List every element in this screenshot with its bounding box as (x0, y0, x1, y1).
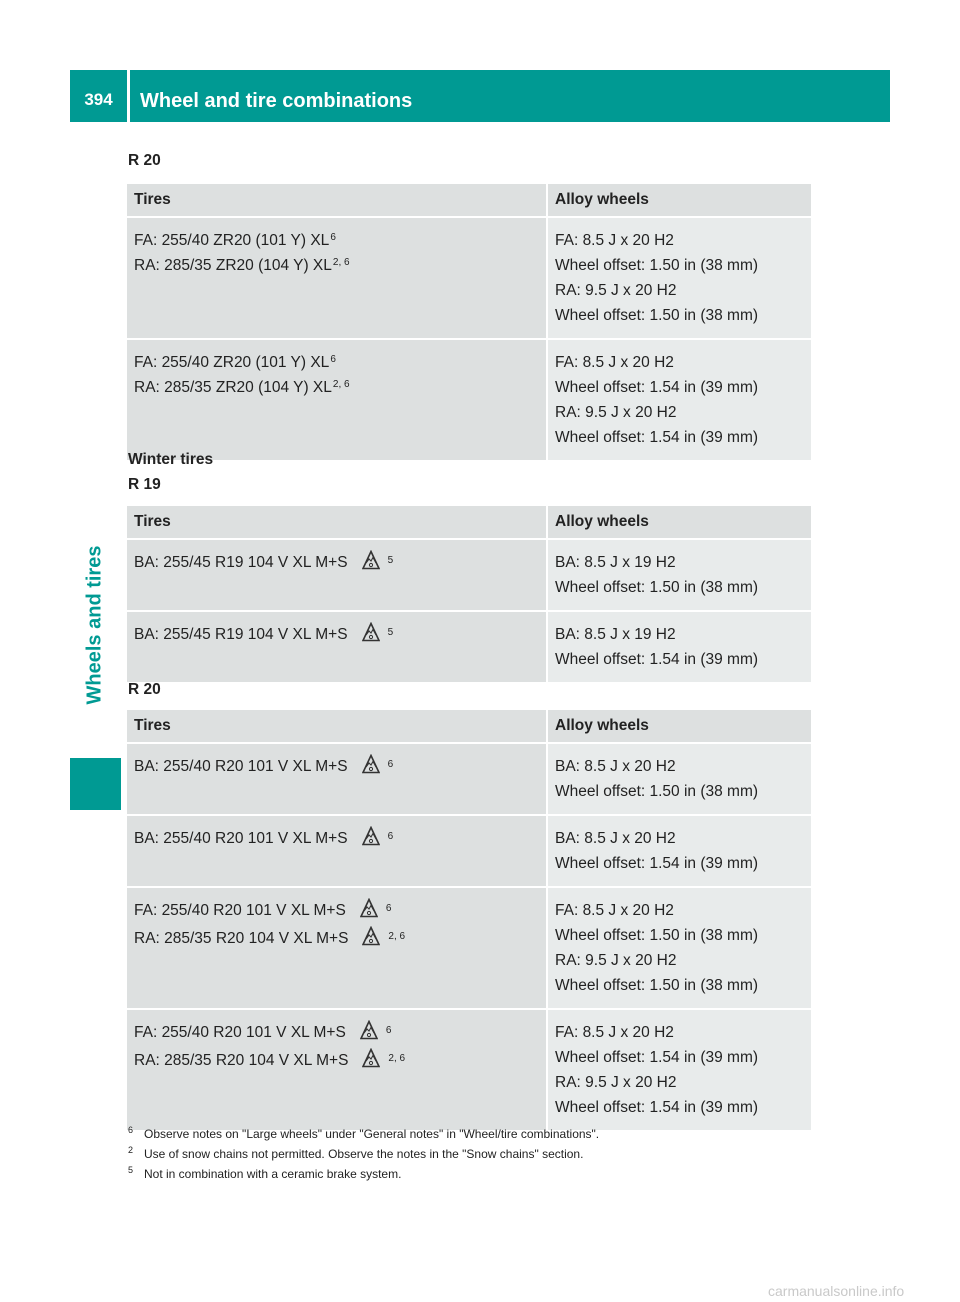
wheel-spec: BA: 8.5 J x 19 H2 (555, 554, 676, 571)
tires-cell (127, 814, 548, 886)
mountain-snowflake-icon (358, 1048, 384, 1076)
wheel-offset: Wheel offset: 1.50 in (38 mm) (555, 783, 759, 800)
page-title: Wheel and tire combinations (140, 90, 413, 112)
wheels-cell (548, 216, 811, 338)
wheel-offset: Wheel offset: 1.54 in (39 mm) (555, 1049, 759, 1066)
tire-code: FA: 255/40 R20 101 V XL M+S (134, 902, 346, 919)
footnote-ref: 2, 6 (388, 1053, 406, 1064)
wheel-spec: RA: 9.5 J x 20 H2 (555, 1074, 677, 1091)
table-row (127, 814, 811, 886)
spec-table (127, 184, 811, 460)
section-subheading: R 19 (128, 476, 161, 493)
wheels-cell (548, 886, 811, 1008)
table-row (127, 742, 811, 814)
wheel-spec: RA: 9.5 J x 20 H2 (555, 952, 677, 969)
footnote-text: Not in combination with a ceramic brake system. (144, 1167, 402, 1181)
table-row (127, 338, 811, 460)
tire-code: RA: 285/35 R20 104 V XL M+S (134, 930, 349, 947)
tire-code: RA: 285/35 ZR20 (104 Y) XL (134, 379, 332, 396)
wheel-spec: FA: 8.5 J x 20 H2 (555, 1024, 674, 1041)
mountain-snowflake-icon (358, 550, 384, 578)
column-header-wheels: Alloy wheels (548, 710, 811, 742)
wheel-offset: Wheel offset: 1.50 in (38 mm) (555, 257, 759, 274)
table-row (127, 610, 811, 682)
wheel-offset: Wheel offset: 1.54 in (39 mm) (555, 1099, 759, 1116)
footnote-ref: 5 (387, 627, 394, 638)
spec-table (127, 710, 811, 1130)
footnote (128, 1127, 599, 1141)
wheel-spec: BA: 8.5 J x 20 H2 (555, 758, 676, 775)
wheel-offset: Wheel offset: 1.54 in (39 mm) (555, 379, 759, 396)
footnote-ref: 2, 6 (388, 931, 406, 942)
tires-cell (127, 886, 548, 1008)
wheel-offset: Wheel offset: 1.50 in (38 mm) (555, 307, 759, 324)
wheel-offset: Wheel offset: 1.50 in (38 mm) (555, 927, 759, 944)
tires-cell (127, 1008, 548, 1130)
section-heading: Winter tires (128, 451, 214, 468)
wheel-offset: Wheel offset: 1.54 in (39 mm) (555, 855, 759, 872)
table-row (127, 538, 811, 610)
tire-code: FA: 255/40 ZR20 (101 Y) XL (134, 232, 330, 249)
tire-code: FA: 255/40 R20 101 V XL M+S (134, 1024, 346, 1041)
footnote (128, 1147, 583, 1161)
footnote-text: Use of snow chains not permitted. Observe the notes in the "Snow chains" section. (144, 1147, 584, 1161)
mountain-snowflake-icon (356, 1020, 382, 1048)
footnote-ref: 6 (387, 759, 394, 770)
wheel-spec: FA: 8.5 J x 20 H2 (555, 354, 674, 371)
wheel-offset: Wheel offset: 1.54 in (39 mm) (555, 651, 759, 668)
wheels-cell (548, 610, 811, 682)
footnote-ref: 2, 6 (332, 257, 350, 268)
wheels-cell (548, 538, 811, 610)
footnote-ref: 5 (387, 555, 394, 566)
watermark: carmanualsonline.info (768, 1283, 905, 1299)
wheels-cell (548, 1008, 811, 1130)
wheel-spec: RA: 9.5 J x 20 H2 (555, 282, 677, 299)
tires-cell (127, 338, 548, 460)
wheel-offset: Wheel offset: 1.50 in (38 mm) (555, 977, 759, 994)
header-divider (127, 70, 130, 122)
wheel-offset: Wheel offset: 1.50 in (38 mm) (555, 579, 759, 596)
mountain-snowflake-icon (358, 754, 384, 782)
footnote-mark: 6 (128, 1125, 134, 1135)
page-header (70, 70, 890, 122)
wheel-spec: BA: 8.5 J x 20 H2 (555, 830, 676, 847)
footnote-ref: 6 (330, 232, 336, 243)
spec-table (127, 506, 811, 682)
footnote-mark: 5 (128, 1165, 134, 1175)
mountain-snowflake-icon (358, 926, 384, 954)
wheels-cell (548, 814, 811, 886)
column-header-tires: Tires (127, 506, 548, 538)
tire-code: BA: 255/40 R20 101 V XL M+S (134, 830, 348, 847)
mountain-snowflake-icon (358, 622, 384, 650)
wheel-spec: BA: 8.5 J x 19 H2 (555, 626, 676, 643)
wheels-cell (548, 338, 811, 460)
tire-code: BA: 255/40 R20 101 V XL M+S (134, 758, 348, 775)
tire-code: FA: 255/40 ZR20 (101 Y) XL (134, 354, 330, 371)
footnote-ref: 6 (330, 354, 336, 365)
tire-code: BA: 255/45 R19 104 V XL M+S (134, 626, 348, 643)
mountain-snowflake-icon (358, 826, 384, 854)
footnote-ref: 6 (385, 903, 392, 914)
table-row (127, 216, 811, 338)
sidebar-label: Wheels and tires (83, 545, 106, 705)
tires-cell (127, 538, 548, 610)
column-header-wheels: Alloy wheels (548, 506, 811, 538)
footnote-mark: 2 (128, 1145, 134, 1155)
table-row (127, 886, 811, 1008)
tires-cell (127, 610, 548, 682)
wheel-spec: RA: 9.5 J x 20 H2 (555, 404, 677, 421)
sidebar-marker (70, 758, 121, 810)
footnote-text: Observe notes on "Large wheels" under "General notes" in "Wheel/tire combinations". (144, 1127, 600, 1141)
footnote-ref: 6 (385, 1025, 392, 1036)
tires-cell (127, 742, 548, 814)
tires-cell (127, 216, 548, 338)
column-header-tires: Tires (127, 184, 548, 216)
column-header-wheels: Alloy wheels (548, 184, 811, 216)
table-row (127, 1008, 811, 1130)
wheel-spec: FA: 8.5 J x 20 H2 (555, 232, 674, 249)
mountain-snowflake-icon (356, 898, 382, 926)
tire-code: RA: 285/35 R20 104 V XL M+S (134, 1052, 349, 1069)
section-sidebar (70, 500, 121, 750)
tire-code: RA: 285/35 ZR20 (104 Y) XL (134, 257, 332, 274)
section-heading: R 20 (128, 152, 161, 169)
footnote-ref: 2, 6 (332, 379, 350, 390)
wheel-offset: Wheel offset: 1.54 in (39 mm) (555, 429, 759, 446)
wheel-spec: FA: 8.5 J x 20 H2 (555, 902, 674, 919)
section-heading: R 20 (128, 681, 161, 698)
wheels-cell (548, 742, 811, 814)
column-header-tires: Tires (127, 710, 548, 742)
footnote-ref: 6 (387, 831, 394, 842)
page-number: 394 (84, 90, 113, 109)
tire-code: BA: 255/45 R19 104 V XL M+S (134, 554, 348, 571)
footnote (128, 1167, 401, 1181)
